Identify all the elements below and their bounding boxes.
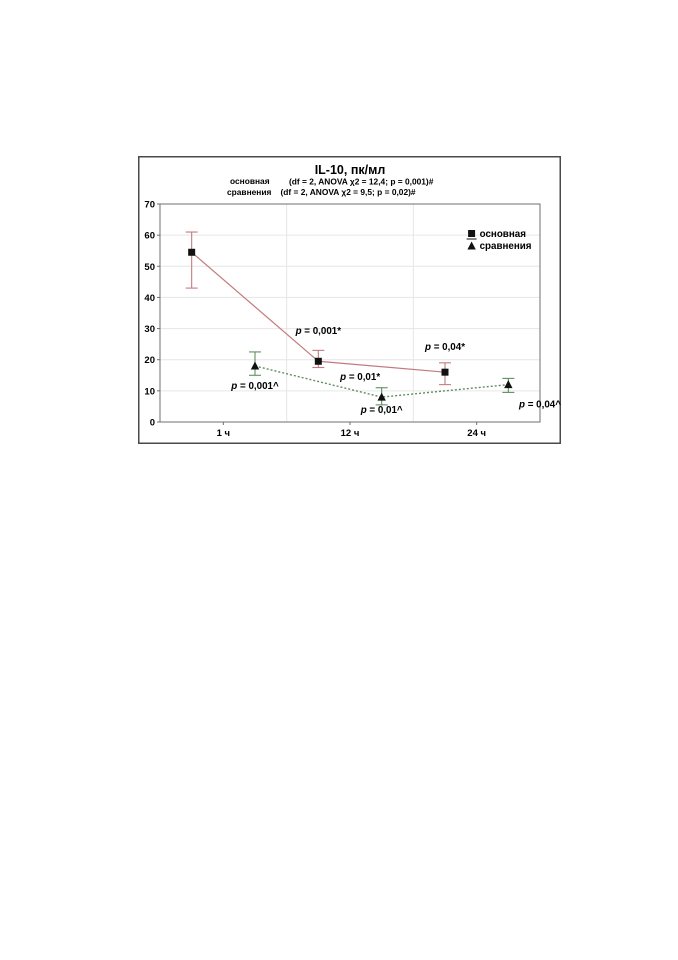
subtitle-label-1: основная [230,176,270,186]
y-tick-label: 70 [144,199,155,211]
legend-label: основная [479,229,526,240]
y-tick-label: 60 [144,230,155,242]
data-point [315,358,322,365]
p-value-annotation: p = 0,01^ [360,404,403,416]
subtitle-stats-2: (df = 2, ANOVA χ2 = 9,5; p = 0,02)# [280,187,416,197]
p-value-annotation: p = 0,01* [340,371,381,383]
y-tick-label: 10 [144,386,155,398]
p-value-annotation: p = 0,001* [295,326,342,338]
x-tick-label: 1 ч [216,428,231,439]
legend-label: сравнения [479,241,532,252]
y-tick-label: 30 [144,324,155,336]
chart-figure [138,156,561,444]
y-tick-label: 0 [149,417,155,429]
figure-frame [139,157,561,444]
chart-title: IL-10, пк/мл [314,163,386,177]
p-value-annotation: p = 0,04^ [519,399,561,411]
y-tick-label: 20 [144,355,155,367]
y-tick-label: 50 [144,261,155,273]
y-tick-label: 40 [144,292,155,304]
p-value-annotation: p = 0,04* [424,342,466,354]
data-point [442,369,449,376]
chart-svg [138,156,561,444]
subtitle-stats-1: (df = 2, ANOVA χ2 = 12,4; p = 0,001)# [289,176,434,187]
x-tick-label: 12 ч [340,428,360,439]
legend-marker [468,230,475,237]
subtitle-label-2: сравнения [227,187,272,197]
p-value-annotation: p = 0,001^ [231,380,279,392]
data-point [188,249,195,256]
x-tick-label: 24 ч [467,428,487,439]
